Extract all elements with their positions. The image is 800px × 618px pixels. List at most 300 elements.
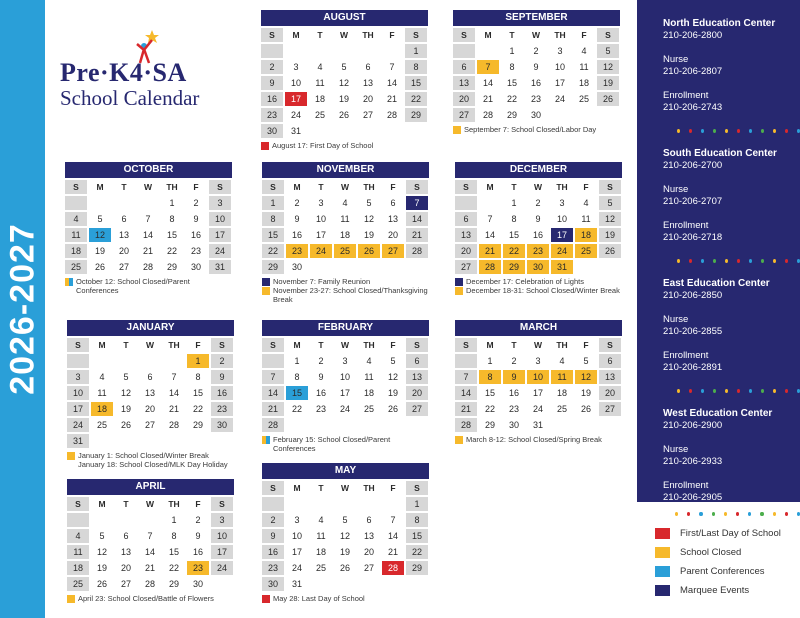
month-title: DECEMBER <box>455 162 622 178</box>
day-cell: 8 <box>171 531 177 541</box>
weekday-header: S <box>65 180 87 194</box>
weekday-header: S <box>599 180 621 194</box>
day-cell: 11 <box>579 62 589 72</box>
day-cell: 5 <box>366 198 372 208</box>
enrollment-phone: 210-206-2905 <box>663 492 723 503</box>
empty-cell <box>333 44 355 58</box>
day-cell: 8 <box>405 60 427 74</box>
dot <box>737 259 740 263</box>
dot <box>749 389 752 393</box>
day-cell: 25 <box>315 563 326 573</box>
month-september <box>453 10 620 134</box>
enrollment-label: Enrollment <box>663 220 709 231</box>
day-cell: 17 <box>532 388 543 398</box>
day-cell: 17 <box>211 545 233 559</box>
empty-cell <box>310 497 332 511</box>
day-cell: 3 <box>67 370 89 384</box>
dot <box>737 129 740 133</box>
enrollment-label: Enrollment <box>663 90 709 101</box>
empty-cell <box>358 497 380 511</box>
enrollment-phone: 210-206-2718 <box>663 232 723 243</box>
empty-cell <box>357 44 379 58</box>
day-cell: 31 <box>67 434 89 448</box>
center-phone: 210-206-2900 <box>663 420 723 431</box>
weekday-header: TH <box>363 483 375 493</box>
weekday-header: S <box>406 338 428 352</box>
day-cell: 27 <box>406 402 428 416</box>
empty-cell <box>91 354 113 368</box>
day-cell: 17 <box>209 228 231 242</box>
weekday-header: S <box>455 180 477 194</box>
month-grid <box>67 497 234 591</box>
day-cell: 14 <box>262 386 284 400</box>
day-cell: 1 <box>169 198 175 208</box>
month-note <box>67 460 234 469</box>
dot <box>689 389 692 393</box>
weekday-header: S <box>262 180 284 194</box>
month-grid <box>262 180 429 274</box>
day-cell: 29 <box>166 262 177 272</box>
day-cell: 10 <box>211 529 233 543</box>
dot <box>677 389 680 393</box>
note-swatch <box>455 436 463 444</box>
day-cell: 7 <box>171 372 177 382</box>
day-cell: 15 <box>166 230 177 240</box>
weekday-header: S <box>262 481 284 495</box>
day-cell: 6 <box>123 531 129 541</box>
day-cell: 10 <box>67 386 89 400</box>
day-cell: 18 <box>363 388 374 398</box>
weekday-header: W <box>339 30 349 40</box>
day-cell: 2 <box>533 46 539 56</box>
day-cell: 17 <box>67 402 89 416</box>
weekday-header: S <box>406 180 428 194</box>
day-cell: 7 <box>455 370 477 384</box>
weekday-header: M <box>96 182 104 192</box>
day-cell: 27 <box>453 108 475 122</box>
day-cell: 20 <box>120 563 131 573</box>
note-text: November 7: Family Reunion <box>273 277 371 286</box>
dot <box>785 129 788 133</box>
weekday-header: W <box>340 182 350 192</box>
nurse-phone: 210-206-2707 <box>663 196 723 207</box>
empty-cell <box>455 196 477 210</box>
day-cell: 13 <box>363 531 374 541</box>
day-cell: 20 <box>118 246 129 256</box>
nurse-phone: 210-206-2855 <box>663 326 723 337</box>
legend-swatch <box>655 585 670 596</box>
day-cell: 31 <box>291 579 302 589</box>
day-cell: 6 <box>121 214 127 224</box>
day-cell: 29 <box>503 260 525 274</box>
month-grid <box>262 481 429 591</box>
day-cell: 22 <box>484 404 495 414</box>
dot <box>687 512 690 516</box>
day-cell: 19 <box>339 547 350 557</box>
day-cell: 27 <box>599 402 621 416</box>
note-text: January 18: School Closed/MLK Day Holiday <box>78 460 228 469</box>
day-cell: 11 <box>551 370 573 384</box>
enrollment-phone: 210-206-2743 <box>663 102 723 113</box>
day-cell: 9 <box>535 214 541 224</box>
note-swatch <box>453 126 461 134</box>
dot <box>713 389 716 393</box>
day-cell: 5 <box>583 356 589 366</box>
note-swatch <box>262 436 270 444</box>
day-cell: 24 <box>532 404 543 414</box>
weekday-header: W <box>143 182 153 192</box>
day-cell: 4 <box>559 356 565 366</box>
dot <box>749 129 752 133</box>
day-cell: 8 <box>406 513 428 527</box>
center-name: East Education Center <box>663 278 770 289</box>
weekday-header: M <box>292 30 300 40</box>
day-cell: 7 <box>262 370 284 384</box>
empty-cell <box>477 44 499 58</box>
weekday-header: F <box>389 30 395 40</box>
logo-subtitle: School Calendar <box>60 86 200 110</box>
day-cell: 29 <box>406 561 428 575</box>
day-cell: 16 <box>262 545 284 559</box>
day-cell: 6 <box>147 372 153 382</box>
weekday-header: F <box>390 182 396 192</box>
empty-cell <box>65 196 87 210</box>
day-cell: 29 <box>262 260 284 274</box>
day-cell: 22 <box>506 94 517 104</box>
day-cell: 18 <box>67 561 89 575</box>
month-grid <box>262 338 429 432</box>
day-cell: 3 <box>559 198 565 208</box>
month-grid <box>67 338 234 448</box>
day-cell: 30 <box>527 260 549 274</box>
empty-cell <box>163 354 185 368</box>
note-text: October 12: School Closed/Parent Conferences <box>76 277 190 295</box>
dot <box>701 389 704 393</box>
day-cell: 25 <box>67 577 89 591</box>
note-swatch <box>67 452 75 460</box>
day-cell: 27 <box>118 262 129 272</box>
day-cell: 15 <box>508 230 519 240</box>
day-cell: 13 <box>120 547 131 557</box>
day-cell: 30 <box>508 420 519 430</box>
day-cell: 19 <box>94 246 105 256</box>
day-cell: 25 <box>363 404 374 414</box>
day-cell: 12 <box>89 228 111 242</box>
month-title: MAY <box>262 463 429 479</box>
note-swatch <box>67 595 75 603</box>
day-cell: 14 <box>387 531 398 541</box>
empty-cell <box>115 354 137 368</box>
day-cell: 18 <box>339 230 350 240</box>
day-cell: 24 <box>551 244 573 258</box>
day-cell: 24 <box>339 404 350 414</box>
day-cell: 2 <box>261 60 283 74</box>
empty-cell <box>91 513 113 527</box>
dot <box>677 259 680 263</box>
month-february <box>262 320 429 453</box>
day-cell: 28 <box>479 260 501 274</box>
legend-label: School Closed <box>680 547 742 558</box>
empty-cell <box>285 44 307 58</box>
day-cell: 26 <box>599 244 621 258</box>
day-cell: 27 <box>455 260 477 274</box>
day-cell: 11 <box>67 545 89 559</box>
day-cell: 26 <box>120 420 131 430</box>
day-cell: 13 <box>455 228 477 242</box>
day-cell: 28 <box>455 418 477 432</box>
day-cell: 22 <box>166 246 177 256</box>
day-cell: 30 <box>211 418 233 432</box>
day-cell: 17 <box>551 228 573 242</box>
day-cell: 18 <box>314 94 325 104</box>
day-cell: 11 <box>65 228 87 242</box>
day-cell: 8 <box>262 212 284 226</box>
weekday-header: T <box>123 340 129 350</box>
day-cell: 23 <box>261 108 283 122</box>
day-cell: 26 <box>597 92 619 106</box>
day-cell: 25 <box>575 244 597 258</box>
month-note <box>65 277 232 295</box>
day-cell: 8 <box>479 370 501 384</box>
day-cell: 25 <box>578 94 589 104</box>
day-cell: 16 <box>192 547 203 557</box>
day-cell: 18 <box>65 244 87 258</box>
note-text: February 15: School Closed/Parent Conferences <box>273 435 391 453</box>
month-note <box>455 435 622 444</box>
day-cell: 14 <box>455 386 477 400</box>
weekday-header: S <box>209 180 231 194</box>
day-cell: 16 <box>530 78 541 88</box>
day-cell: 21 <box>144 563 155 573</box>
day-cell: 24 <box>211 561 233 575</box>
day-cell: 8 <box>195 372 201 382</box>
day-cell: 30 <box>261 124 283 138</box>
weekday-header: T <box>317 30 323 40</box>
day-cell: 1 <box>171 515 177 525</box>
day-cell: 25 <box>65 260 87 274</box>
empty-cell <box>67 354 89 368</box>
month-note <box>262 435 429 453</box>
day-cell: 23 <box>508 404 519 414</box>
day-cell: 3 <box>294 515 300 525</box>
weekday-header: W <box>533 340 543 350</box>
note-swatch <box>65 278 73 286</box>
day-cell: 21 <box>142 246 153 256</box>
month-may <box>262 463 429 603</box>
dot <box>725 129 728 133</box>
month-grid <box>455 338 622 432</box>
note-swatch <box>455 278 463 286</box>
day-cell: 24 <box>291 563 302 573</box>
day-cell: 13 <box>362 78 373 88</box>
day-cell: 5 <box>599 196 621 210</box>
day-cell: 22 <box>503 244 525 258</box>
weekday-header: S <box>67 497 89 511</box>
day-cell: 12 <box>338 78 349 88</box>
day-cell: 21 <box>168 404 179 414</box>
weekday-header: T <box>509 30 515 40</box>
weekday-header: W <box>340 483 350 493</box>
day-cell: 6 <box>406 354 428 368</box>
day-cell: 12 <box>599 212 621 226</box>
day-cell: 27 <box>120 579 131 589</box>
weekday-header: TH <box>362 30 374 40</box>
nurse-label: Nurse <box>663 444 689 455</box>
note-swatch <box>261 142 269 150</box>
dot <box>761 259 764 263</box>
day-cell: 2 <box>511 356 517 366</box>
day-cell: 18 <box>91 402 113 416</box>
weekday-header: F <box>390 483 396 493</box>
day-cell: 2 <box>535 198 541 208</box>
month-note <box>262 277 429 286</box>
month-october <box>65 162 232 295</box>
weekday-header: S <box>406 481 428 495</box>
day-cell: 13 <box>599 370 621 384</box>
day-cell: 10 <box>339 372 350 382</box>
nurse-phone: 210-206-2933 <box>663 456 723 467</box>
nurse-phone: 210-206-2807 <box>663 66 723 77</box>
day-cell: 19 <box>363 230 374 240</box>
day-cell: 21 <box>262 402 284 416</box>
legend-label: Marquee Events <box>680 585 750 596</box>
weekday-header: T <box>511 182 517 192</box>
weekday-header: M <box>98 499 106 509</box>
day-cell: 23 <box>286 244 308 258</box>
weekday-header: M <box>293 340 301 350</box>
day-cell: 30 <box>530 110 541 120</box>
day-cell: 28 <box>382 561 404 575</box>
day-cell: 12 <box>363 214 374 224</box>
month-grid <box>453 28 620 122</box>
day-cell: 5 <box>123 372 129 382</box>
day-cell: 13 <box>406 370 428 384</box>
day-cell: 19 <box>96 563 107 573</box>
day-cell: 6 <box>366 515 372 525</box>
month-title: JANUARY <box>67 320 234 336</box>
day-cell: 15 <box>168 547 179 557</box>
day-cell: 28 <box>262 418 284 432</box>
day-cell: 13 <box>144 388 155 398</box>
dot <box>713 129 716 133</box>
day-cell: 19 <box>120 404 131 414</box>
empty-cell <box>262 354 284 368</box>
day-cell: 24 <box>290 110 301 120</box>
day-cell: 26 <box>94 262 105 272</box>
weekday-header: T <box>123 499 129 509</box>
day-cell: 14 <box>406 212 428 226</box>
day-cell: 29 <box>192 420 203 430</box>
empty-cell <box>113 196 135 210</box>
legend-item-mq <box>655 581 800 600</box>
legend-item-cl <box>655 543 800 562</box>
day-cell: 6 <box>455 212 477 226</box>
day-cell: 3 <box>535 356 541 366</box>
note-swatch <box>262 287 270 295</box>
day-cell: 24 <box>554 94 565 104</box>
weekday-header: S <box>405 28 427 42</box>
weekday-header: TH <box>363 182 375 192</box>
weekday-header: T <box>318 182 324 192</box>
note-text: August 17: First Day of School <box>272 141 374 150</box>
weekday-header: S <box>211 338 233 352</box>
day-cell: 28 <box>406 244 428 258</box>
day-cell: 2 <box>294 198 300 208</box>
weekday-header: F <box>195 340 201 350</box>
dot <box>701 259 704 263</box>
day-cell: 28 <box>168 420 179 430</box>
day-cell: 17 <box>339 388 350 398</box>
day-cell: 6 <box>599 354 621 368</box>
month-january <box>67 320 234 469</box>
dot <box>773 389 776 393</box>
day-cell: 17 <box>285 92 307 106</box>
legend-label: Parent Conferences <box>680 566 765 577</box>
day-cell: 15 <box>405 76 427 90</box>
day-cell: 9 <box>294 214 300 224</box>
empty-cell <box>286 497 308 511</box>
day-cell: 4 <box>317 62 323 72</box>
day-cell: 9 <box>262 529 284 543</box>
dot <box>713 259 716 263</box>
day-cell: 4 <box>67 529 89 543</box>
day-cell: 6 <box>390 198 396 208</box>
note-text: December 18-31: School Closed/Winter Break <box>466 286 620 295</box>
day-cell: 9 <box>195 531 201 541</box>
day-cell: 10 <box>315 214 326 224</box>
weekday-header: F <box>583 340 589 350</box>
dot <box>785 259 788 263</box>
day-cell: 1 <box>487 356 493 366</box>
day-cell: 6 <box>365 62 371 72</box>
day-cell: 1 <box>509 46 515 56</box>
day-cell: 26 <box>358 244 380 258</box>
weekday-header: W <box>340 340 350 350</box>
empty-cell <box>89 196 111 210</box>
day-cell: 20 <box>362 94 373 104</box>
dot <box>675 512 678 516</box>
empty-cell <box>479 196 501 210</box>
month-grid <box>455 180 622 274</box>
month-grid <box>261 28 428 138</box>
dot <box>736 512 739 516</box>
day-cell: 20 <box>363 547 374 557</box>
empty-cell <box>382 497 404 511</box>
day-cell: 23 <box>262 561 284 575</box>
day-cell: 10 <box>209 212 231 226</box>
day-cell: 4 <box>583 198 589 208</box>
center-name: South Education Center <box>663 148 777 159</box>
day-cell: 9 <box>318 372 324 382</box>
day-cell: 5 <box>97 214 103 224</box>
weekday-header: TH <box>166 182 178 192</box>
dot <box>773 129 776 133</box>
dot <box>761 129 764 133</box>
dot <box>725 389 728 393</box>
day-cell: 19 <box>597 76 619 90</box>
weekday-header: S <box>67 338 89 352</box>
dot <box>712 512 715 516</box>
day-cell: 2 <box>318 356 324 366</box>
day-cell: 31 <box>290 126 301 136</box>
day-cell: 4 <box>366 356 372 366</box>
weekday-header: W <box>145 499 155 509</box>
empty-cell <box>139 513 161 527</box>
logo-brand: Pre·K4·SA <box>60 58 187 87</box>
weekday-header: M <box>486 340 494 350</box>
empty-cell <box>381 44 403 58</box>
day-cell: 20 <box>144 404 155 414</box>
